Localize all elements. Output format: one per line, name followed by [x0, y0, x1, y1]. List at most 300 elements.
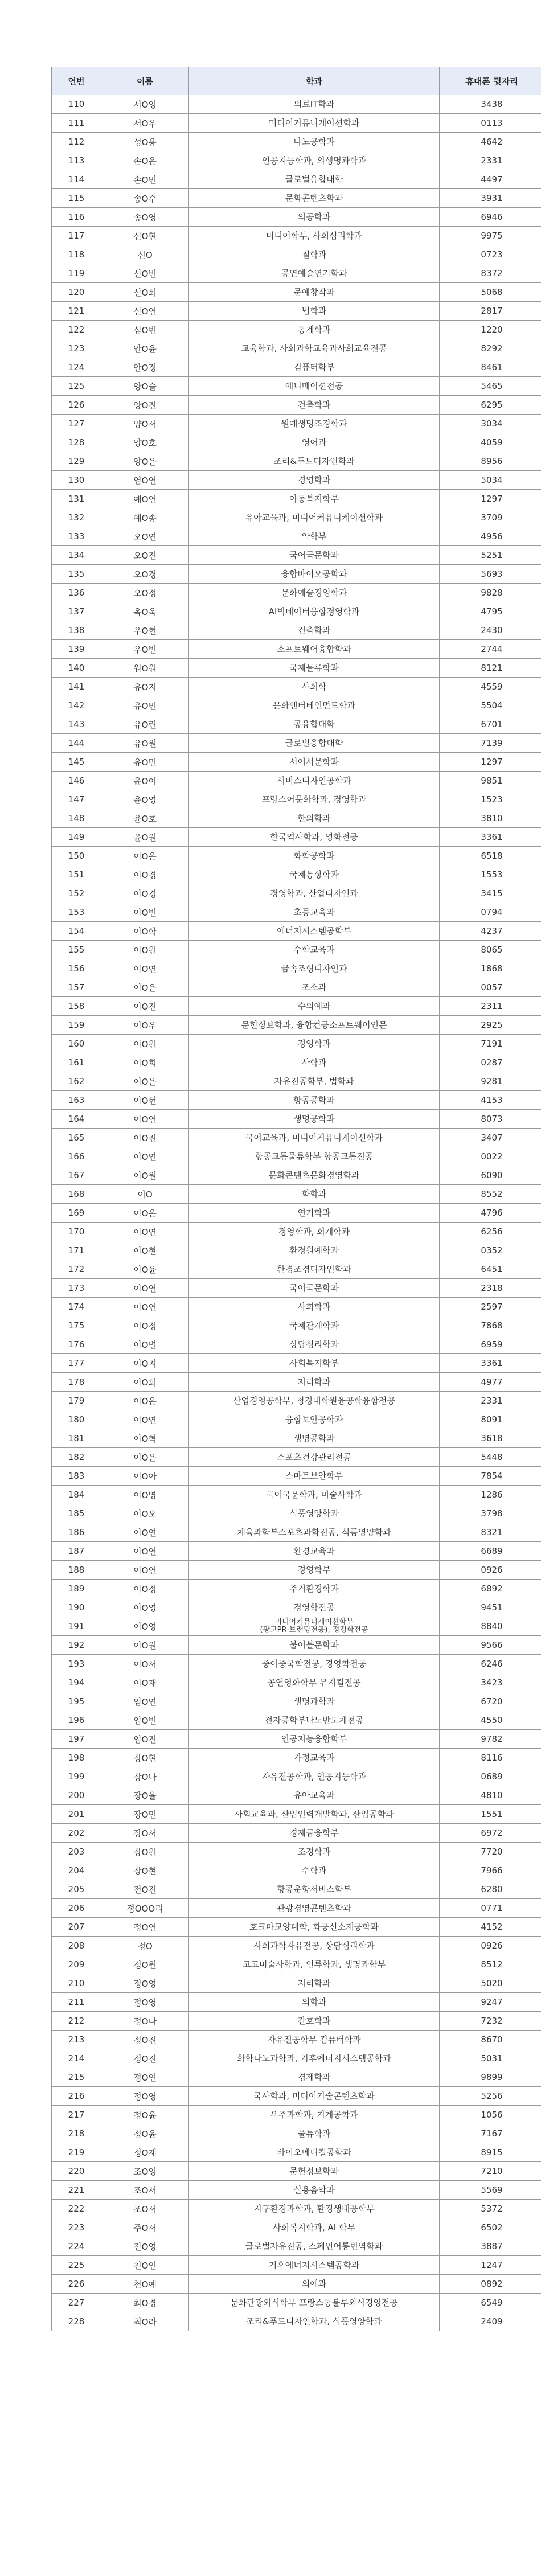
- row-number: 160: [52, 1035, 101, 1053]
- row-phone-last-digits: 2925: [440, 1016, 541, 1035]
- row-department: 문화콘텐츠학과: [189, 189, 440, 208]
- row-number: 111: [52, 114, 101, 133]
- row-phone-last-digits: 3361: [440, 1354, 541, 1373]
- row-department: 고고미술사학과, 인류학과, 생명과학부: [189, 1955, 440, 1974]
- table-row: [52, 170, 541, 189]
- table-row: [52, 2294, 541, 2312]
- table-row: [52, 321, 541, 339]
- row-number: 197: [52, 1730, 101, 1749]
- row-phone-last-digits: 7232: [440, 2012, 541, 2031]
- table-row: [52, 753, 541, 772]
- table-row: [52, 433, 541, 452]
- row-number: 216: [52, 2087, 101, 2106]
- row-number: 115: [52, 189, 101, 208]
- row-name: 정O영: [101, 1974, 189, 1993]
- row-number: 163: [52, 1091, 101, 1110]
- row-phone-last-digits: 8840: [440, 1617, 541, 1636]
- row-number: 131: [52, 490, 101, 508]
- row-number: 188: [52, 1561, 101, 1580]
- row-number: 136: [52, 584, 101, 602]
- table-row: [52, 1598, 541, 1617]
- row-phone-last-digits: 3361: [440, 828, 541, 847]
- row-number: 195: [52, 1692, 101, 1711]
- row-name: 우O현: [101, 621, 189, 640]
- row-name: 임O연: [101, 1692, 189, 1711]
- row-department: 항공운항서비스학부: [189, 1880, 440, 1899]
- table-row: [52, 1147, 541, 1166]
- row-number: 147: [52, 790, 101, 809]
- row-phone-last-digits: 1868: [440, 959, 541, 978]
- row-department: 글로벌융합대학: [189, 170, 440, 189]
- row-name: 오O진: [101, 546, 189, 565]
- row-name: 임O진: [101, 1730, 189, 1749]
- row-number: 122: [52, 321, 101, 339]
- table-row: [52, 1937, 541, 1955]
- row-number: 187: [52, 1542, 101, 1561]
- table-row: [52, 95, 541, 114]
- row-name: 오O정: [101, 584, 189, 602]
- table-row: [52, 696, 541, 715]
- row-department: 의공학과: [189, 208, 440, 227]
- table-row: [52, 2031, 541, 2049]
- row-department: 경영학과: [189, 471, 440, 490]
- row-department: 국어국문학과: [189, 546, 440, 565]
- row-department: 인공지능융합학부: [189, 1730, 440, 1749]
- row-phone-last-digits: 9828: [440, 584, 541, 602]
- table-row: [52, 114, 541, 133]
- row-phone-last-digits: 4795: [440, 602, 541, 621]
- row-phone-last-digits: 7966: [440, 1861, 541, 1880]
- row-phone-last-digits: 2331: [440, 151, 541, 170]
- table-row: [52, 1185, 541, 1204]
- row-name: 이O영: [101, 1598, 189, 1617]
- row-phone-last-digits: 2744: [440, 640, 541, 659]
- row-department: 국어국문학과: [189, 1279, 440, 1298]
- header-department: 학과: [189, 67, 440, 95]
- table-row: [52, 1053, 541, 1072]
- row-number: 194: [52, 1673, 101, 1692]
- row-department: 프랑스어문화학과, 경영학과: [189, 790, 440, 809]
- row-phone-last-digits: 4796: [440, 1204, 541, 1223]
- row-name: 양O은: [101, 452, 189, 471]
- row-name: 장O나: [101, 1767, 189, 1786]
- row-phone-last-digits: 4956: [440, 527, 541, 546]
- row-name: 양O호: [101, 433, 189, 452]
- row-name: 안O정: [101, 358, 189, 377]
- row-phone-last-digits: 8091: [440, 1410, 541, 1429]
- table-row: [52, 2124, 541, 2143]
- table-row: [52, 678, 541, 696]
- row-department: 사회과학자유전공, 상담심리학과: [189, 1937, 440, 1955]
- row-department: 항공교통물류학부 항공교통전공: [189, 1147, 440, 1166]
- row-name: 신O현: [101, 227, 189, 245]
- table-row: [52, 1204, 541, 1223]
- row-number: 186: [52, 1523, 101, 1542]
- table-row: [52, 245, 541, 264]
- table-row: [52, 2087, 541, 2106]
- row-name: 이O오: [101, 1504, 189, 1523]
- table-row: [52, 264, 541, 283]
- table-row: [52, 715, 541, 734]
- row-department: 국제물류학과: [189, 659, 440, 678]
- table-row: [52, 941, 541, 959]
- row-phone-last-digits: 8065: [440, 941, 541, 959]
- row-number: 185: [52, 1504, 101, 1523]
- row-number: 141: [52, 678, 101, 696]
- row-number: 166: [52, 1147, 101, 1166]
- table-row: [52, 452, 541, 471]
- row-name: 서O우: [101, 114, 189, 133]
- row-department: 한의학과: [189, 809, 440, 828]
- row-department: 공융합대학: [189, 715, 440, 734]
- row-department: 문화엔터테인먼트학과: [189, 696, 440, 715]
- table-row: [52, 302, 541, 321]
- row-phone-last-digits: 8372: [440, 264, 541, 283]
- table-row: [52, 659, 541, 678]
- row-department: 수학교육과: [189, 941, 440, 959]
- table-row: [52, 640, 541, 659]
- row-phone-last-digits: 8073: [440, 1110, 541, 1129]
- row-number: 127: [52, 415, 101, 433]
- row-phone-last-digits: 0771: [440, 1899, 541, 1918]
- row-department: 간호학과: [189, 2012, 440, 2031]
- row-number: 192: [52, 1636, 101, 1655]
- row-phone-last-digits: 0287: [440, 1053, 541, 1072]
- row-number: 144: [52, 734, 101, 753]
- row-number: 174: [52, 1298, 101, 1316]
- row-department: 융합보안공학과: [189, 1410, 440, 1429]
- row-phone-last-digits: 8552: [440, 1185, 541, 1204]
- row-number: 227: [52, 2294, 101, 2312]
- table-row: [52, 1335, 541, 1354]
- row-number: 148: [52, 809, 101, 828]
- row-number: 133: [52, 527, 101, 546]
- row-name: 정O영: [101, 2087, 189, 2106]
- row-number: 159: [52, 1016, 101, 1035]
- row-phone-last-digits: 6701: [440, 715, 541, 734]
- row-phone-last-digits: 1220: [440, 321, 541, 339]
- row-number: 145: [52, 753, 101, 772]
- row-name: 정O진: [101, 2031, 189, 2049]
- row-name: 이O학: [101, 922, 189, 941]
- row-number: 154: [52, 922, 101, 941]
- row-phone-last-digits: 9566: [440, 1636, 541, 1655]
- row-number: 172: [52, 1260, 101, 1279]
- table-row: [52, 133, 541, 151]
- row-name: 정O연: [101, 1918, 189, 1937]
- row-department: 문헌정보학과, 융합컨공소프트웨어인문: [189, 1016, 440, 1035]
- row-name: 이O영: [101, 1486, 189, 1504]
- row-phone-last-digits: 7191: [440, 1035, 541, 1053]
- row-phone-last-digits: 9451: [440, 1598, 541, 1617]
- row-department: 조리&푸드디자인학과, 식품영양학과: [189, 2312, 440, 2331]
- row-phone-last-digits: 2318: [440, 1279, 541, 1298]
- row-name: 이O혁: [101, 1429, 189, 1448]
- row-name: 조O서: [101, 2200, 189, 2218]
- row-number: 225: [52, 2256, 101, 2275]
- row-number: 210: [52, 1974, 101, 1993]
- row-number: 204: [52, 1861, 101, 1880]
- row-number: 132: [52, 508, 101, 527]
- row-phone-last-digits: 6295: [440, 396, 541, 415]
- row-number: 140: [52, 659, 101, 678]
- row-department: 소프트웨어융합학과: [189, 640, 440, 659]
- table-row: [52, 1767, 541, 1786]
- row-department: 불어불문학과: [189, 1636, 440, 1655]
- row-name: 천O예: [101, 2275, 189, 2294]
- row-phone-last-digits: 4550: [440, 1711, 541, 1730]
- row-name: 신O연: [101, 302, 189, 321]
- row-name: 정O나: [101, 2012, 189, 2031]
- row-name: 이O진: [101, 1129, 189, 1147]
- row-number: 164: [52, 1110, 101, 1129]
- row-name: 이O연: [101, 1279, 189, 1298]
- row-phone-last-digits: 0057: [440, 978, 541, 997]
- row-name: 이O연: [101, 1298, 189, 1316]
- row-name: 이O진: [101, 997, 189, 1016]
- row-number: 161: [52, 1053, 101, 1072]
- row-phone-last-digits: 3709: [440, 508, 541, 527]
- table-row: [52, 508, 541, 527]
- row-number: 116: [52, 208, 101, 227]
- row-number: 130: [52, 471, 101, 490]
- row-phone-last-digits: 8512: [440, 1955, 541, 1974]
- row-name: 유O린: [101, 715, 189, 734]
- row-department: 가정교육과: [189, 1749, 440, 1767]
- row-phone-last-digits: 7167: [440, 2124, 541, 2143]
- row-department: 통계학과: [189, 321, 440, 339]
- row-number: 175: [52, 1316, 101, 1335]
- row-number: 228: [52, 2312, 101, 2331]
- row-number: 168: [52, 1185, 101, 1204]
- row-name: 안O윤: [101, 339, 189, 358]
- table-row: [52, 1861, 541, 1880]
- row-name: 장O현: [101, 1749, 189, 1767]
- table-row: [52, 1655, 541, 1673]
- row-department: 국어교육과, 미디어커뮤니케이션학과: [189, 1129, 440, 1147]
- row-name: 이O윤: [101, 1260, 189, 1279]
- row-phone-last-digits: 3931: [440, 189, 541, 208]
- table-row: [52, 2162, 541, 2181]
- row-phone-last-digits: 6518: [440, 847, 541, 865]
- row-department: 사회교육과, 산업인력개발학과, 산업공학과: [189, 1805, 440, 1824]
- row-department: 조경학과: [189, 1843, 440, 1861]
- row-phone-last-digits: 6689: [440, 1542, 541, 1561]
- row-name: 윤O이: [101, 772, 189, 790]
- table-row: [52, 1824, 541, 1843]
- row-name: 이O원: [101, 1166, 189, 1185]
- table-row: [52, 527, 541, 546]
- row-name: 신O: [101, 245, 189, 264]
- table-row: [52, 602, 541, 621]
- row-department: 스포츠건강관리전공: [189, 1448, 440, 1467]
- row-name: 양O슬: [101, 377, 189, 396]
- row-number: 157: [52, 978, 101, 997]
- row-phone-last-digits: 0926: [440, 1937, 541, 1955]
- table-row: [52, 997, 541, 1016]
- row-department: 문예창작과: [189, 283, 440, 302]
- row-department: 자유전공학부, 법학과: [189, 1072, 440, 1091]
- row-name: 정OOO리: [101, 1899, 189, 1918]
- table-row: [52, 546, 541, 565]
- row-name: 이O희: [101, 1373, 189, 1392]
- row-phone-last-digits: 5256: [440, 2087, 541, 2106]
- row-department: 법학과: [189, 302, 440, 321]
- row-name: 성O용: [101, 133, 189, 151]
- row-name: 이O경: [101, 884, 189, 903]
- row-phone-last-digits: 3407: [440, 1129, 541, 1147]
- row-number: 146: [52, 772, 101, 790]
- row-department: 수학과: [189, 1861, 440, 1880]
- header-phone-last-digits: 휴대폰 뒷자리: [440, 67, 541, 95]
- row-number: 214: [52, 2049, 101, 2068]
- row-phone-last-digits: 5372: [440, 2200, 541, 2218]
- row-phone-last-digits: 2331: [440, 1392, 541, 1410]
- table-row: [52, 1129, 541, 1147]
- row-phone-last-digits: 6502: [440, 2218, 541, 2237]
- row-number: 198: [52, 1749, 101, 1767]
- table-row: [52, 1429, 541, 1448]
- table-row: [52, 1504, 541, 1523]
- row-number: 213: [52, 2031, 101, 2049]
- row-phone-last-digits: 6972: [440, 1824, 541, 1843]
- row-number: 162: [52, 1072, 101, 1091]
- row-phone-last-digits: 0689: [440, 1767, 541, 1786]
- table-row: [52, 1993, 541, 2012]
- row-phone-last-digits: 9975: [440, 227, 541, 245]
- table-row: [52, 189, 541, 208]
- row-phone-last-digits: 5569: [440, 2181, 541, 2200]
- row-number: 137: [52, 602, 101, 621]
- row-phone-last-digits: 8461: [440, 358, 541, 377]
- row-number: 202: [52, 1824, 101, 1843]
- table-row: [52, 1298, 541, 1316]
- table-row: [52, 1542, 541, 1561]
- row-number: 209: [52, 1955, 101, 1974]
- row-department: 주거환경학과: [189, 1580, 440, 1598]
- table-row: [52, 1636, 541, 1655]
- row-number: 138: [52, 621, 101, 640]
- row-department: 화학공학과: [189, 847, 440, 865]
- row-number: 218: [52, 2124, 101, 2143]
- row-phone-last-digits: 0022: [440, 1147, 541, 1166]
- row-department: 에너지시스템공학부: [189, 922, 440, 941]
- row-department: 철학과: [189, 245, 440, 264]
- row-department: 금속조형디자인과: [189, 959, 440, 978]
- row-department: 사회학: [189, 678, 440, 696]
- row-department: 애니메이션전공: [189, 377, 440, 396]
- table-row: [52, 1843, 541, 1861]
- table-row: [52, 1730, 541, 1749]
- table-row: [52, 1091, 541, 1110]
- table-row: [52, 1749, 541, 1767]
- row-phone-last-digits: 6959: [440, 1335, 541, 1354]
- table-row: [52, 1673, 541, 1692]
- row-number: 155: [52, 941, 101, 959]
- row-name: 이O연: [101, 1523, 189, 1542]
- row-number: 112: [52, 133, 101, 151]
- row-number: 134: [52, 546, 101, 565]
- row-number: 196: [52, 1711, 101, 1730]
- row-department: 바이오메디컬공학과: [189, 2143, 440, 2162]
- row-phone-last-digits: 5251: [440, 546, 541, 565]
- table-row: [52, 1110, 541, 1129]
- row-phone-last-digits: 8956: [440, 452, 541, 471]
- row-department: 자유전공학부 컴퓨터학과: [189, 2031, 440, 2049]
- row-name: 정O영: [101, 1993, 189, 2012]
- row-phone-last-digits: 8121: [440, 659, 541, 678]
- row-department: 경영학부: [189, 1561, 440, 1580]
- row-department: 사회학과: [189, 1298, 440, 1316]
- row-name: 이O연: [101, 1542, 189, 1561]
- row-department: 화학나노과학과, 기후에너지시스템공학과: [189, 2049, 440, 2068]
- table-row: [52, 1279, 541, 1298]
- row-department: 의학과: [189, 1993, 440, 2012]
- row-number: 169: [52, 1204, 101, 1223]
- row-number: 222: [52, 2200, 101, 2218]
- row-department: 사회복지학부: [189, 1354, 440, 1373]
- row-name: 예O송: [101, 508, 189, 527]
- row-number: 184: [52, 1486, 101, 1504]
- row-department: 유아교육과, 미디어커뮤니케이션학과: [189, 508, 440, 527]
- row-name: 양O서: [101, 415, 189, 433]
- row-number: 206: [52, 1899, 101, 1918]
- row-department: 미디어커뮤니케이션학부 (광고PR·브랜딩전공), 정경학전공: [189, 1617, 440, 1636]
- row-number: 205: [52, 1880, 101, 1899]
- row-name: 이O원: [101, 1636, 189, 1655]
- row-department: 지구환경과학과, 환경생태공학부: [189, 2200, 440, 2218]
- row-department: 영어과: [189, 433, 440, 452]
- row-department: 기후에너지시스템공학과: [189, 2256, 440, 2275]
- row-department: 인공지능학과, 의생명과학과: [189, 151, 440, 170]
- table-row: [52, 1316, 541, 1335]
- row-number: 158: [52, 997, 101, 1016]
- row-department: 연기학과: [189, 1204, 440, 1223]
- row-phone-last-digits: 0892: [440, 2275, 541, 2294]
- table-row: [52, 1880, 541, 1899]
- row-phone-last-digits: 0723: [440, 245, 541, 264]
- row-name: 이O원: [101, 941, 189, 959]
- table-row: [52, 1448, 541, 1467]
- row-number: 201: [52, 1805, 101, 1824]
- table-row: [52, 1692, 541, 1711]
- row-number: 211: [52, 1993, 101, 2012]
- row-name: 송O영: [101, 208, 189, 227]
- table-row: [52, 809, 541, 828]
- row-number: 221: [52, 2181, 101, 2200]
- row-number: 176: [52, 1335, 101, 1354]
- row-number: 149: [52, 828, 101, 847]
- row-department: 아동복지학부: [189, 490, 440, 508]
- row-phone-last-digits: 1286: [440, 1486, 541, 1504]
- table-row: [52, 2143, 541, 2162]
- row-department: 환경원예학과: [189, 1241, 440, 1260]
- row-department: 중어중국학전공, 경영학전공: [189, 1655, 440, 1673]
- row-phone-last-digits: 6549: [440, 2294, 541, 2312]
- row-name: 이O정: [101, 1580, 189, 1598]
- row-number: 182: [52, 1448, 101, 1467]
- table-row: [52, 1354, 541, 1373]
- row-phone-last-digits: 9247: [440, 1993, 541, 2012]
- row-name: 이O은: [101, 1204, 189, 1223]
- row-phone-last-digits: 7720: [440, 1843, 541, 1861]
- row-name: 장O원: [101, 1843, 189, 1861]
- row-number: 126: [52, 396, 101, 415]
- row-department: 원예생명조경학과: [189, 415, 440, 433]
- header-name: 이름: [101, 67, 189, 95]
- row-number: 121: [52, 302, 101, 321]
- row-name: 유O원: [101, 734, 189, 753]
